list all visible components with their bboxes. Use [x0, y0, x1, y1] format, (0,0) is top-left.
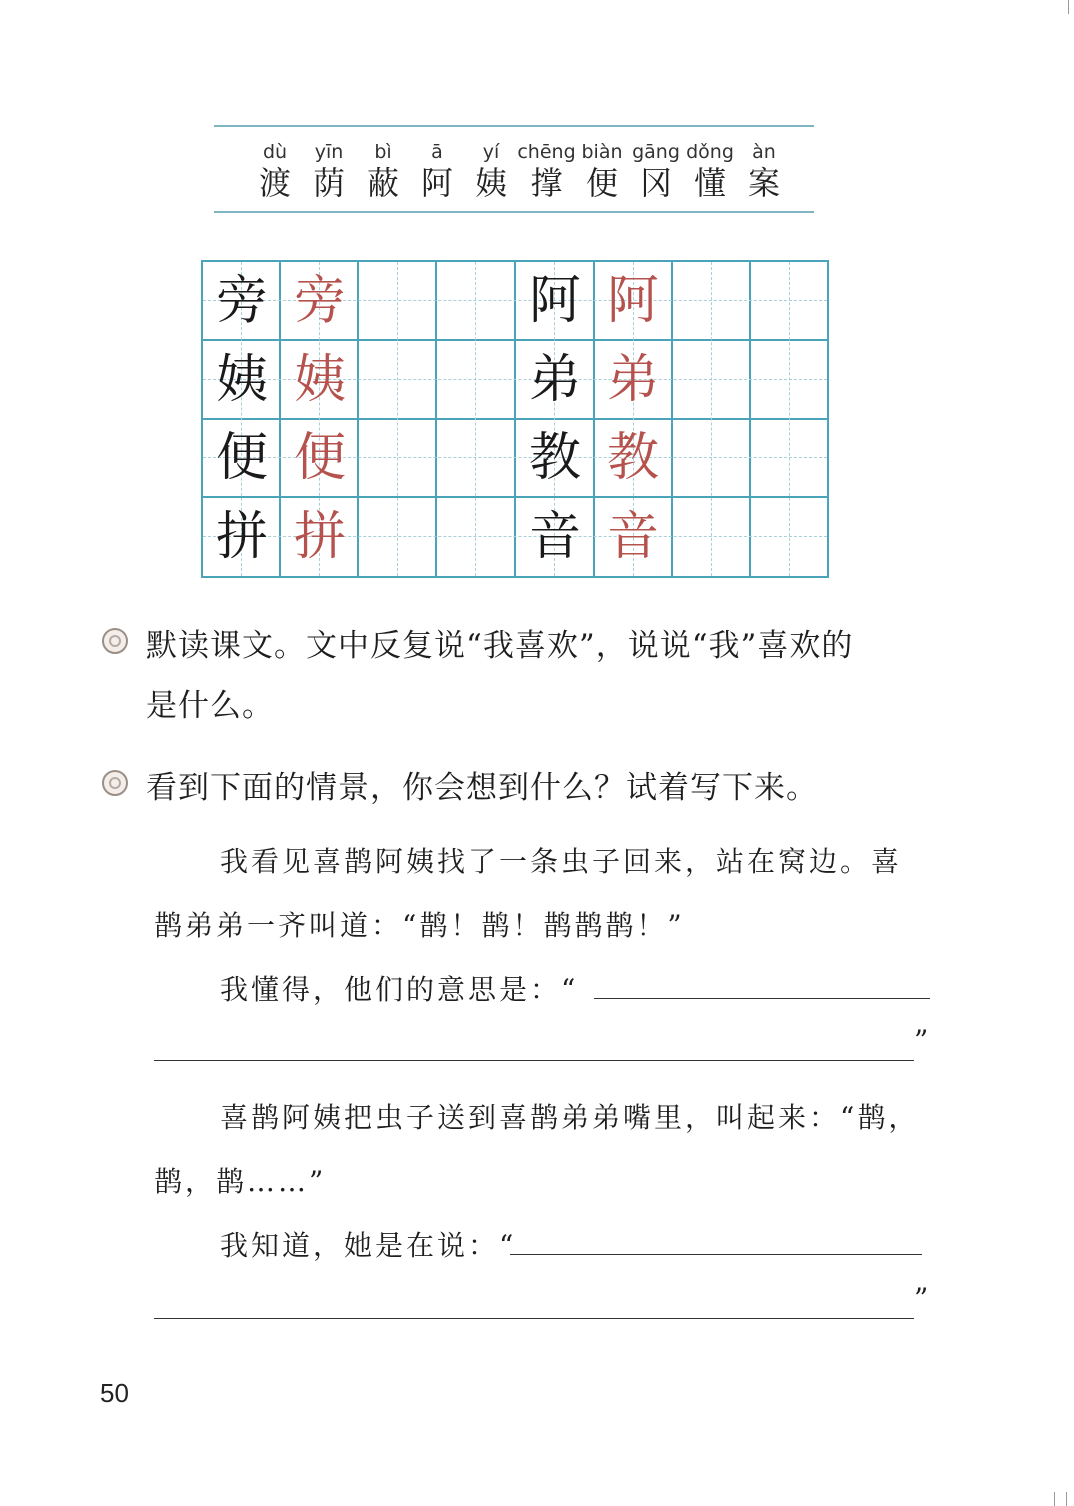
guide-line	[397, 262, 398, 576]
pinyin: ā	[431, 141, 443, 163]
model-char: 弟	[528, 350, 581, 410]
vocab-item	[248, 140, 302, 202]
hanzi: 阿	[420, 164, 453, 202]
guide-line	[475, 262, 476, 576]
vocab-bottom-rule	[214, 211, 814, 213]
vocab-item	[464, 140, 518, 202]
vocab-item	[302, 140, 356, 202]
vocab-row	[248, 140, 791, 202]
writing-grid	[201, 260, 829, 578]
edge-mark	[1054, 1492, 1055, 1506]
trace-char: 阿	[606, 271, 659, 331]
pinyin: gāng	[632, 141, 680, 163]
pinyin: chēng	[517, 141, 576, 163]
vocab-top-rule	[214, 125, 814, 127]
trace-char: 弟	[606, 350, 659, 410]
pinyin: dù	[262, 141, 288, 163]
pinyin: àn	[752, 141, 776, 163]
passage-1-line-1: 我看见喜鹊阿姨找了一条虫子回来，站在窝边。喜	[220, 845, 903, 878]
hanzi: 懂	[693, 164, 726, 202]
pinyin: yīn	[314, 141, 344, 163]
guide-line	[711, 262, 712, 576]
hanzi: 冈	[639, 164, 672, 202]
model-char: 旁	[215, 271, 268, 331]
exercise-1-line-1: 默读课文。文中反复说“我喜欢”，说说“我”喜欢的	[146, 628, 854, 664]
passage-1-line-2: 鹊弟弟一齐叫道：“鹊！鹊！鹊鹊鹊！”	[154, 909, 685, 942]
edge-mark	[1066, 1492, 1067, 1506]
trace-char: 拼	[293, 507, 346, 567]
passage-2-line-1: 喜鹊阿姨把虫子送到喜鹊弟弟嘴里，叫起来：“鹊，	[220, 1101, 920, 1134]
trace-char: 便	[293, 428, 346, 488]
answer-blank[interactable]	[154, 1318, 914, 1319]
trace-char: 旁	[293, 271, 346, 331]
model-char: 姨	[215, 350, 268, 410]
passage-2-line-2: 鹊，鹊……”	[154, 1165, 327, 1198]
exercise-bullet-icon	[102, 770, 128, 796]
vocab-item	[356, 140, 410, 202]
exercise-1-line-2: 是什么。	[146, 688, 274, 724]
trace-char: 姨	[293, 350, 346, 410]
prompt-2: 我知道，她是在说：“	[220, 1229, 517, 1262]
pinyin: yí	[482, 141, 500, 163]
answer-blank[interactable]	[154, 1060, 914, 1061]
model-char: 拼	[215, 507, 268, 567]
model-char: 阿	[528, 271, 581, 331]
page-number: 50	[100, 1378, 129, 1408]
hanzi: 案	[747, 164, 780, 202]
hanzi: 渡	[258, 164, 291, 202]
guide-line	[789, 262, 790, 576]
vocab-item	[629, 140, 683, 202]
vocab-item	[737, 140, 791, 202]
closing-quote: ”	[914, 1024, 929, 1057]
hanzi: 便	[585, 164, 618, 202]
trace-char: 音	[606, 507, 659, 567]
closing-quote: ”	[914, 1282, 929, 1315]
hanzi: 荫	[312, 164, 345, 202]
prompt-1: 我懂得，他们的意思是：“	[220, 973, 579, 1006]
vocab-item	[518, 140, 575, 202]
pinyin: bì	[374, 141, 392, 163]
answer-blank[interactable]	[594, 998, 930, 999]
vocab-item	[683, 140, 737, 202]
trace-char: 教	[606, 428, 659, 488]
hanzi: 撑	[530, 164, 563, 202]
edge-mark	[1068, 0, 1069, 14]
exercise-2-text: 看到下面的情景，你会想到什么？试着写下来。	[146, 770, 818, 806]
vocab-item	[410, 140, 464, 202]
hanzi: 姨	[474, 164, 507, 202]
exercise-bullet-icon	[102, 628, 128, 654]
model-char: 便	[215, 428, 268, 488]
vocab-item	[575, 140, 629, 202]
model-char: 音	[528, 507, 581, 567]
pinyin: dǒng	[686, 141, 734, 163]
hanzi: 蔽	[366, 164, 399, 202]
model-char: 教	[528, 428, 581, 488]
answer-blank[interactable]	[510, 1254, 922, 1255]
pinyin: biàn	[581, 141, 623, 163]
